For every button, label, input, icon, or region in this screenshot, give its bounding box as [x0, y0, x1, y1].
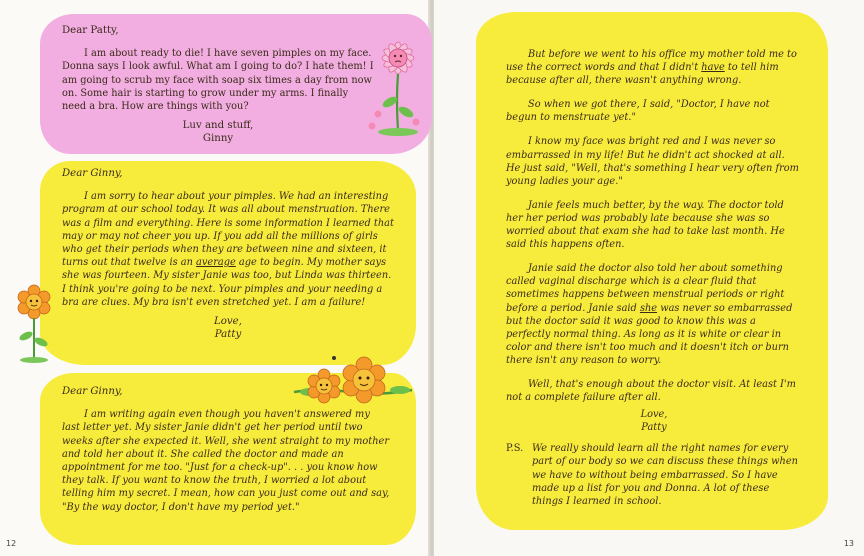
- right-closing: Love,: [640, 409, 668, 421]
- letter1-body: I am about ready to die! I have seven pimples on my face. Donna says I look awful. What am I going to do? I hate them! I am going to scrub my face with soap six times a day from now on. Some hair is starting to grow under my arms. I finally need a bra. How are things with you?: [62, 48, 374, 113]
- para-embarrassed: I know my face was bright red and I was never so embarrassed in my life! But he didn't act shocked at all. He just said, "Well, that's something I hear very often from young ladies your age.": [506, 136, 799, 187]
- letter3-salutation: Dear Ginny,: [62, 386, 123, 397]
- orange-flower-illustration: [10, 284, 60, 364]
- para-arrival: So when we got there, I said, "Doctor, I have not begun to menstruate yet.": [506, 99, 770, 124]
- page-number-right: 13: [843, 539, 854, 548]
- right-signature: Patty: [641, 422, 667, 434]
- letter-continued: [476, 12, 828, 530]
- pink-flower-illustration: [364, 30, 434, 140]
- para-janie: Janie feels much better, by the way. The doctor told her her period was probably late because she was so worried about that exam she had to take last month. He said this happens often.: [506, 199, 785, 251]
- letter1-closing: Luv and stuff,: [182, 120, 254, 132]
- letter2-signature: Patty: [214, 329, 242, 341]
- para-enough: Well, that's enough about the doctor visit. At least I'm not a complete failure after all.: [506, 378, 796, 404]
- postscript: [506, 442, 802, 507]
- para-correct-words: But before we went to his office my mother told me to use the correct words and that I didn't have to tell him because after all, there wasn't anything wrong.: [506, 49, 797, 87]
- page-number-left: 12: [6, 539, 17, 548]
- letter2-body: I am sorry to hear about your pimples. We had an interesting program at our school today. It was all about menstruation. There was a film and everything. Here is some information I learned that may or may not cheer you up. If you add all the millions of girls who get their periods when they are between nine and sixteen, it turns out that twelve is an average age to begin. My mother says she was fourteen. My sister Janie was too, but Linda was thirteen. I think you're going to be next. Your pimples and your needing a bra are clues. My bra isn't even stretched yet. I am a failure!: [62, 191, 394, 308]
- letter1-salutation: Dear Patty,: [62, 25, 119, 36]
- letter2-salutation: Dear Ginny,: [62, 168, 123, 179]
- letter-patty-to-ginny-1: [40, 161, 416, 365]
- ps-label: P.S.: [506, 443, 524, 455]
- letter2-closing: Love,: [214, 316, 242, 328]
- ps-text: We really should learn all the right names for every part of our body so we can discuss these things when we have to without being embarrassed. So I have made up a list for you and Donna. A lot of these things I learned in school.: [532, 443, 798, 507]
- flower-pair-illustration: [290, 352, 420, 412]
- letter1-signature: Ginny: [202, 133, 234, 145]
- letter3-body: I am writing again even though you haven't answered my last letter yet. My sister Janie didn't get her period until two weeks after she expected it. Well, she went straight to my mother and told her about it. She called the doctor and made an appointment for me too. "Just for a check-up". . . you know how they talk. If you want to know the truth, I worried a lot about telling him my secret. I mean, how can you just come out and say, "By the way doctor, I don't have my period yet.": [62, 409, 390, 513]
- para-discharge: Janie said the doctor also told her about something called vaginal discharge which is a clear fluid that sometimes happens between menstrual periods or right before a period. Janie said she was never so embarrassed but the doctor said it was good to know this was a perfectly normal thing. As long as it is white or clear in color and there isn't too much and it doesn't itch or burn there isn't any reason to worry.: [506, 263, 793, 366]
